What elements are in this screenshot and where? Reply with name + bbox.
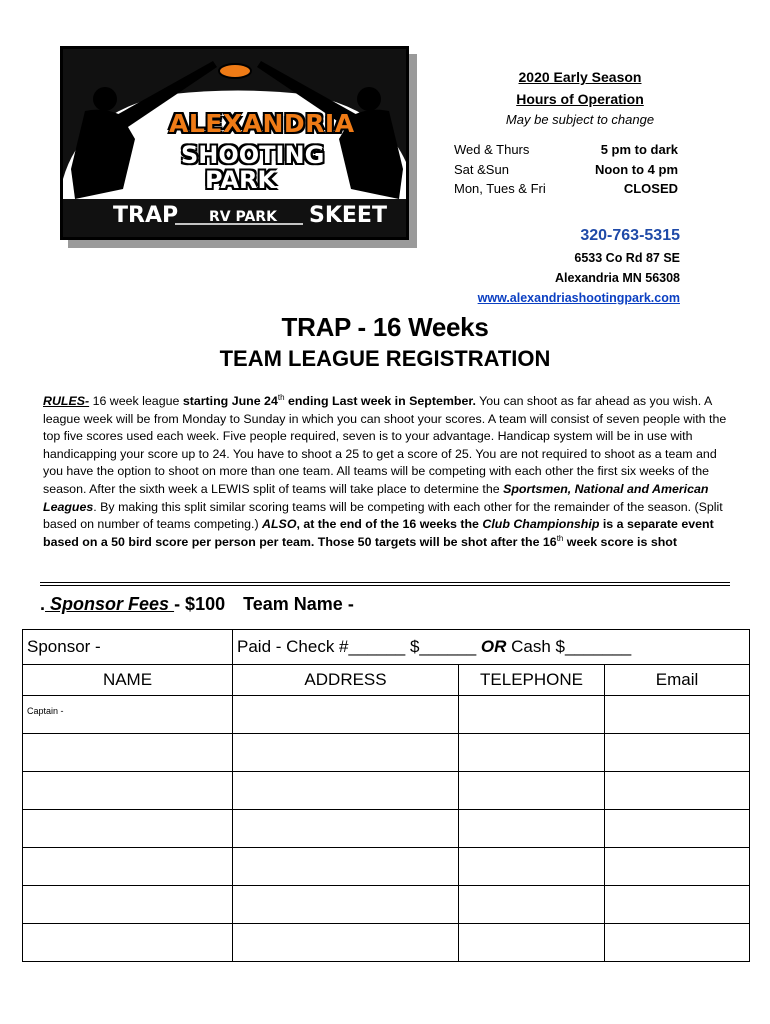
page-title: TRAP - 16 Weeks <box>281 312 489 342</box>
telephone-cell[interactable] <box>459 810 605 848</box>
hours-of-operation <box>440 66 720 199</box>
hours-time: Noon to 4 pm <box>594 161 678 177</box>
sponsor-fees-label: Sponsor Fees <box>45 594 175 614</box>
email-cell[interactable] <box>605 696 750 734</box>
rules-text: 16 week league <box>89 394 183 408</box>
name-cell[interactable] <box>23 886 233 924</box>
email-cell[interactable] <box>605 772 750 810</box>
rules-leagues: Sportsmen, National and American Leagues <box>43 481 709 514</box>
hours-row <box>440 140 720 160</box>
header-address: ADDRESS <box>233 665 459 696</box>
contact-info <box>478 224 680 308</box>
telephone-cell[interactable] <box>459 848 605 886</box>
table-row <box>23 772 750 810</box>
sponsor-row <box>23 630 750 665</box>
hours-note: May be subject to change <box>505 112 655 127</box>
table-row <box>23 696 750 734</box>
hours-row <box>440 179 720 199</box>
rules-text-bold: is a separate event based on a 50 bird score per person per team. Those 50 targets will be shot after the 16 <box>43 517 714 549</box>
page-subtitle: TEAM LEAGUE REGISTRATION <box>219 346 551 371</box>
hours-days: Mon, Tues & Fri <box>454 181 546 196</box>
or-label: OR <box>480 637 507 656</box>
email-cell[interactable] <box>605 886 750 924</box>
rules-sup: th <box>277 392 285 402</box>
telephone-cell[interactable] <box>459 734 605 772</box>
hours-title-season: 2020 Early Season <box>518 69 642 85</box>
rules-label: RULES- <box>43 394 90 408</box>
address-cell[interactable] <box>233 848 459 886</box>
name-cell[interactable] <box>23 810 233 848</box>
phone-number: 320-763-5315 <box>580 227 680 244</box>
table-row <box>23 886 750 924</box>
logo-name: ALEXANDRIA <box>169 109 355 138</box>
rules-text-bold: week score is shot <box>563 534 677 549</box>
city-address: Alexandria MN 56308 <box>554 271 680 285</box>
email-cell[interactable] <box>605 848 750 886</box>
email-cell[interactable] <box>605 810 750 848</box>
sponsor-field[interactable] <box>23 630 233 665</box>
logo-park: PARK <box>205 166 277 194</box>
rules-start: starting June 24 <box>182 394 278 408</box>
email-cell[interactable] <box>605 734 750 772</box>
rules-paragraph <box>43 393 733 551</box>
logo-badge <box>60 46 409 240</box>
fees-dot: . <box>40 594 46 614</box>
rules-end: ending Last week in September. <box>284 394 476 408</box>
header-email: Email <box>605 665 750 696</box>
paid-label: Paid - Check #______ $______ <box>237 637 481 656</box>
table-header-row <box>23 665 750 696</box>
hours-title: Hours of Operation <box>516 91 644 107</box>
sponsor-label: Sponsor - <box>27 637 101 656</box>
address-cell[interactable] <box>233 696 459 734</box>
header-telephone: TELEPHONE <box>459 665 605 696</box>
email-cell[interactable] <box>605 924 750 962</box>
street-address: 6533 Co Rd 87 SE <box>574 251 680 265</box>
captain-name-cell[interactable]: Captain - <box>23 696 233 734</box>
telephone-cell[interactable] <box>459 886 605 924</box>
rules-text: You can shoot as far ahead as you wish. A league week will be from Monday to Sunday in which you can shoot your scores. A team will consist of seven people with the top five scores used each week. Five people required, seven is to your advantage. Handicap system will be in use with handicapping your score up to 24. You have to shoot a 25 to get a score of 25. You are not required to shoot as a team and you have the option to shoot on more than one team. All teams will be competing with each other the first six weeks of the season. After the sixth week a LEWIS split of teams will take place to determine the <box>43 394 727 496</box>
telephone-cell[interactable] <box>459 696 605 734</box>
address-cell[interactable] <box>233 924 459 962</box>
logo-trap: TRAP <box>113 203 179 228</box>
hours-days: Wed & Thurs <box>454 142 530 157</box>
club-logo <box>60 46 417 248</box>
hours-days: Sat &Sun <box>454 161 509 177</box>
name-cell[interactable] <box>23 734 233 772</box>
rules-also: ALSO <box>262 517 297 532</box>
table-row <box>23 848 750 886</box>
rules-text: . By making this split similar scoring teams will be competing with each other for the remainder of the season. (Split based on number of teams competing.) <box>43 499 723 532</box>
logo-shooting: SHOOTING <box>181 141 325 169</box>
name-cell[interactable] <box>23 848 233 886</box>
cash-label: Cash $_______ <box>506 637 632 656</box>
rules-championship: Club Championship <box>482 517 600 532</box>
sponsor-fees-line <box>40 594 354 615</box>
header-name: NAME <box>23 665 233 696</box>
hours-row <box>440 160 720 180</box>
address-cell[interactable] <box>233 810 459 848</box>
hours-time: 5 pm to dark <box>600 142 678 157</box>
registration-table <box>22 629 750 962</box>
rules-sup: th <box>556 533 564 543</box>
payment-field[interactable] <box>233 630 750 665</box>
team-name-label: Team Name - <box>243 594 354 614</box>
telephone-cell[interactable] <box>459 772 605 810</box>
logo-skeet: SKEET <box>309 203 387 228</box>
name-cell[interactable] <box>23 924 233 962</box>
hours-time: CLOSED <box>623 181 678 196</box>
address-cell[interactable] <box>233 734 459 772</box>
table-row <box>23 810 750 848</box>
address-cell[interactable] <box>233 886 459 924</box>
website-link[interactable]: www.alexandriashootingpark.com <box>477 291 680 305</box>
name-cell[interactable] <box>23 772 233 810</box>
table-row <box>23 924 750 962</box>
logo-rv-park: RV PARK <box>209 209 277 225</box>
telephone-cell[interactable] <box>459 924 605 962</box>
sponsor-fees-amount: - $100 <box>174 594 226 614</box>
rules-text-bold: , at the end of the 16 weeks the <box>296 517 483 532</box>
address-cell[interactable] <box>233 772 459 810</box>
table-row <box>23 734 750 772</box>
section-divider <box>40 582 730 586</box>
